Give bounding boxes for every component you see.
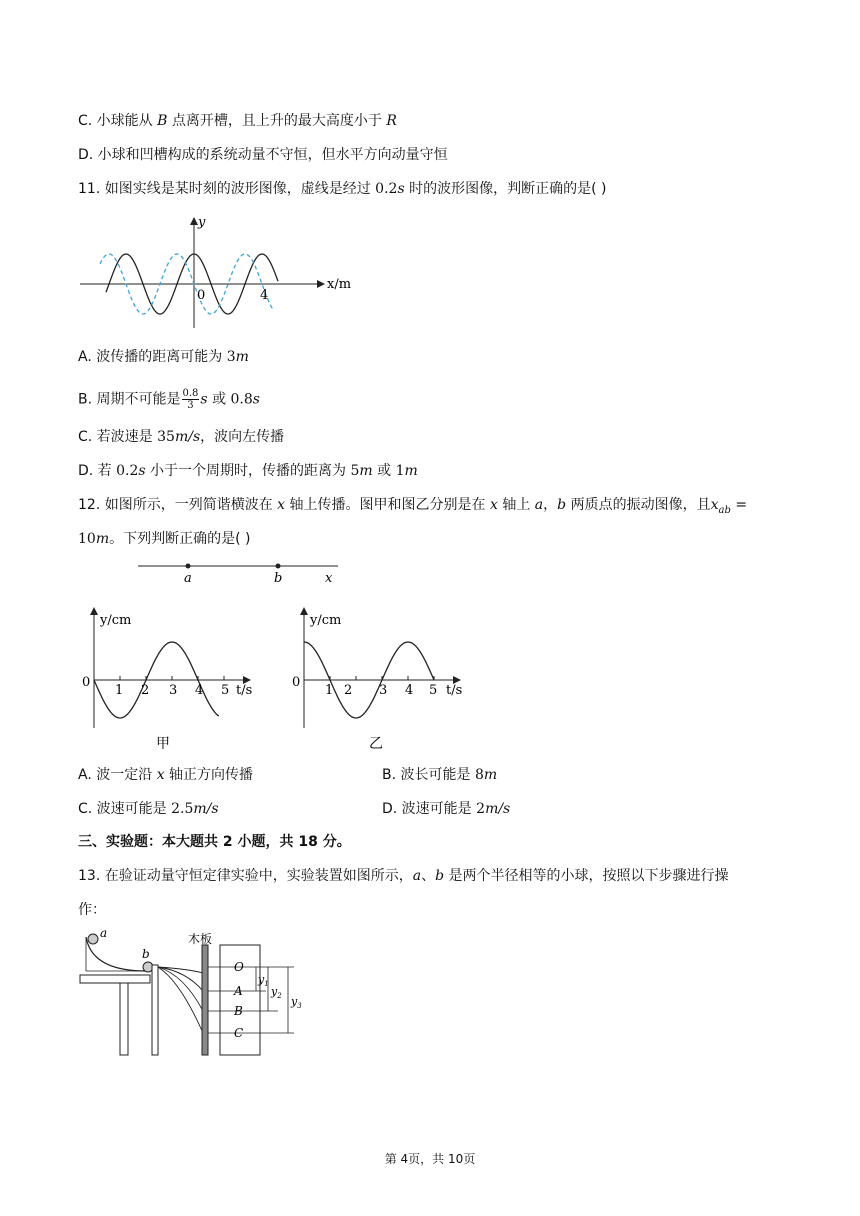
- origin-label: 0: [292, 675, 301, 690]
- tick-5-label: 5: [221, 683, 230, 698]
- tick-1-label: 1: [325, 683, 334, 698]
- x-label: x/m: [327, 277, 352, 292]
- q11-wave-figure: [78, 210, 368, 335]
- mark-c: C: [234, 1026, 244, 1040]
- mark-b: B: [234, 1004, 243, 1018]
- page-footer: 第 4页，共 10页: [384, 1152, 476, 1166]
- wooden-board: [202, 945, 208, 1055]
- graph-yi: [288, 602, 478, 752]
- graph-jia: [78, 602, 268, 752]
- tick-2-label: 2: [344, 683, 353, 698]
- q12-option-d: D. 波速可能是 2m/s: [382, 801, 511, 817]
- q11-option-c: C. 若波速是 35m/s，波向左传播: [78, 429, 285, 445]
- section-heading: 三、实验题：本大题共 2 小题，共 18 分。: [78, 834, 351, 850]
- tick-3-label: 3: [379, 683, 388, 698]
- point-a-label: a: [184, 571, 192, 586]
- origin-label: 0: [82, 675, 91, 690]
- q11-option-a: A. 波传播的距离可能为 3m: [78, 349, 249, 365]
- tick-4-label: 4: [195, 683, 204, 698]
- mark-o: O: [234, 960, 244, 974]
- t-label: t/s: [236, 683, 253, 698]
- y1-label: $y_1$: [258, 973, 269, 988]
- q12-option-a: A. 波一定沿 x 轴正方向传播: [78, 767, 254, 783]
- ball-a-label: a: [100, 926, 108, 940]
- q12-option-b: B. 波长可能是 8m: [382, 767, 498, 783]
- q11-option-d: D. 若 0.2s 小于一个周期时，传播的距离为 5m 或 1m: [78, 463, 418, 479]
- y2-label: $y_2$: [271, 985, 282, 1000]
- tick-marks: [330, 676, 434, 680]
- table-leg: [120, 983, 128, 1055]
- q12-axis-figure: [138, 560, 348, 590]
- y3-label: $y_3$: [291, 995, 302, 1010]
- trajectory-a: [158, 967, 203, 991]
- table-top: [80, 975, 150, 983]
- origin-label: 0: [197, 288, 206, 303]
- q13-stem-line2: 作：: [78, 902, 106, 918]
- q12-stem-line2: 10m。下列判断正确的是( ): [78, 531, 251, 547]
- tick-4-label: 4: [405, 683, 414, 698]
- tick-1-label: 1: [115, 683, 124, 698]
- movable-board: [152, 965, 158, 1055]
- q10-option-c: C. 小球能从 B 点离开槽，且上升的最大高度小于 R: [78, 113, 397, 129]
- q12-stem-line1: 12. 如图所示，一列简谐横波在 x 轴上传播。图甲和图乙分别是在 x 轴上 a，b 两质点的振动图像，且$x_{ab}$ =: [78, 497, 748, 516]
- fraction: $\frac{0.8}{3}$: [182, 388, 199, 411]
- q11-option-b: B. 周期不可能是 $\frac{0.8}{3}$ s 或 0.8s: [78, 388, 260, 411]
- tick-5-label: 5: [429, 683, 438, 698]
- q12-option-c: C. 波速可能是 2.5m/s: [78, 801, 219, 817]
- tick-4-label: 4: [260, 288, 269, 303]
- q13-stem-line1: 13. 在验证动量守恒定律实验中，实验装置如图所示，a、b 是两个半径相等的小球，按照以下步骤进行操: [78, 868, 729, 884]
- q13-apparatus-figure: [78, 925, 308, 1060]
- tick-2-label: 2: [141, 683, 150, 698]
- q11-stem: 11. 如图实线是某时刻的波形图像，虚线是经过 0.2s 时的波形图像，判断正确的是( ): [78, 181, 607, 197]
- tick-marks: [120, 676, 224, 680]
- ball-a: [88, 934, 98, 944]
- q10-option-d: D. 小球和凹槽构成的系统动量不守恒，但水平方向动量守恒: [78, 147, 448, 163]
- board-label: 木板: [188, 932, 213, 946]
- caption-jia: 甲: [156, 736, 170, 752]
- y-label: y/cm: [100, 613, 132, 628]
- ball-b-label: b: [142, 947, 150, 961]
- point-a: [186, 564, 191, 569]
- t-label: t/s: [446, 683, 463, 698]
- point-b: [276, 564, 281, 569]
- x-label: x: [325, 571, 333, 586]
- tick-3-label: 3: [169, 683, 178, 698]
- point-b-label: b: [274, 571, 283, 586]
- y-label: y/cm: [310, 613, 342, 628]
- mark-a: A: [234, 984, 243, 998]
- caption-yi: 乙: [369, 736, 383, 752]
- y-label: y: [198, 215, 206, 230]
